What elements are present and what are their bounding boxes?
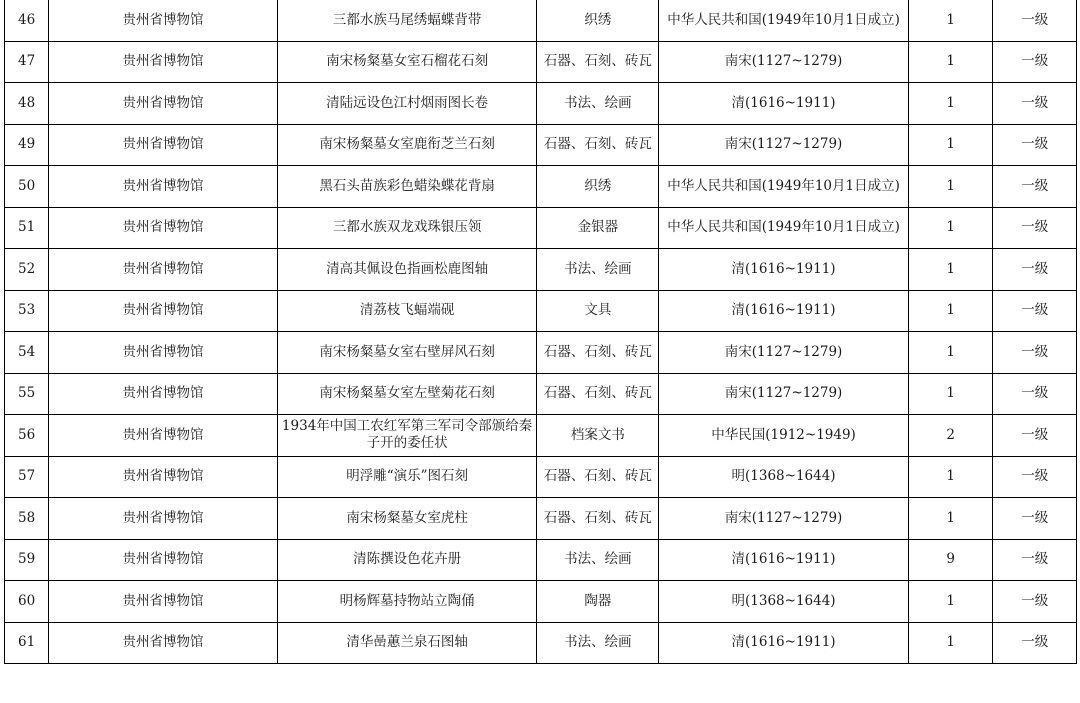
cell-number: 60 xyxy=(5,581,49,623)
table-row xyxy=(5,0,1077,41)
cell-category: 石器、石刻、砖瓦 xyxy=(537,124,659,166)
cell-relic-name: 明浮雕“演乐”图石刻 xyxy=(277,456,537,498)
table-row xyxy=(5,539,1077,581)
cell-institution: 贵州省博物馆 xyxy=(49,456,277,498)
cell-institution: 贵州省博物馆 xyxy=(49,373,277,415)
cell-quantity: 2 xyxy=(908,415,993,457)
cell-quantity: 1 xyxy=(908,83,993,125)
table-row xyxy=(5,124,1077,166)
cell-category: 石器、石刻、砖瓦 xyxy=(537,456,659,498)
cell-institution: 贵州省博物馆 xyxy=(49,498,277,540)
cell-era: 中华民国(1912~1949) xyxy=(659,415,909,457)
table-row xyxy=(5,83,1077,125)
cell-number: 56 xyxy=(5,415,49,457)
cell-relic-name: 清陈撰设色花卉册 xyxy=(277,539,537,581)
relics-table xyxy=(4,0,1077,664)
cell-era: 清(1616~1911) xyxy=(659,622,909,664)
cell-era: 清(1616~1911) xyxy=(659,539,909,581)
cell-relic-name: 南宋杨粲墓女室右壁屏风石刻 xyxy=(277,332,537,374)
cell-relic-name: 黑石头苗族彩色蜡染蝶花背扇 xyxy=(277,166,537,208)
cell-grade: 一级 xyxy=(993,332,1077,374)
cell-institution: 贵州省博物馆 xyxy=(49,581,277,623)
table-row xyxy=(5,581,1077,623)
cell-era: 中华人民共和国(1949年10月1日成立) xyxy=(659,166,909,208)
cell-quantity: 1 xyxy=(908,622,993,664)
cell-relic-name: 明杨辉墓持物站立陶俑 xyxy=(277,581,537,623)
cell-quantity: 1 xyxy=(908,456,993,498)
cell-number: 49 xyxy=(5,124,49,166)
cell-quantity: 1 xyxy=(908,207,993,249)
cell-grade: 一级 xyxy=(993,498,1077,540)
cell-institution: 贵州省博物馆 xyxy=(49,124,277,166)
cell-quantity: 1 xyxy=(908,581,993,623)
cell-era: 南宋(1127~1279) xyxy=(659,332,909,374)
cell-institution: 贵州省博物馆 xyxy=(49,83,277,125)
cell-number: 58 xyxy=(5,498,49,540)
cell-era: 中华人民共和国(1949年10月1日成立) xyxy=(659,0,909,41)
table-row xyxy=(5,622,1077,664)
cell-number: 53 xyxy=(5,290,49,332)
cell-institution: 贵州省博物馆 xyxy=(49,249,277,291)
table-row xyxy=(5,498,1077,540)
cell-era: 明(1368~1644) xyxy=(659,456,909,498)
cell-category: 石器、石刻、砖瓦 xyxy=(537,332,659,374)
cell-institution: 贵州省博物馆 xyxy=(49,207,277,249)
cell-relic-name: 南宋杨粲墓女室鹿衔芝兰石刻 xyxy=(277,124,537,166)
cell-category: 书法、绘画 xyxy=(537,622,659,664)
cell-era: 中华人民共和国(1949年10月1日成立) xyxy=(659,207,909,249)
cell-category: 档案文书 xyxy=(537,415,659,457)
cell-relic-name: 三都水族双龙戏珠银压领 xyxy=(277,207,537,249)
cell-era: 清(1616~1911) xyxy=(659,290,909,332)
cell-relic-name: 清荔枝飞蝠端砚 xyxy=(277,290,537,332)
table-row xyxy=(5,456,1077,498)
cell-category: 陶器 xyxy=(537,581,659,623)
cell-grade: 一级 xyxy=(993,249,1077,291)
cell-era: 南宋(1127~1279) xyxy=(659,41,909,83)
cell-grade: 一级 xyxy=(993,290,1077,332)
cell-number: 46 xyxy=(5,0,49,41)
cell-institution: 贵州省博物馆 xyxy=(49,0,277,41)
cell-number: 48 xyxy=(5,83,49,125)
cell-institution: 贵州省博物馆 xyxy=(49,166,277,208)
cell-grade: 一级 xyxy=(993,83,1077,125)
cell-grade: 一级 xyxy=(993,415,1077,457)
cell-era: 清(1616~1911) xyxy=(659,249,909,291)
cell-number: 54 xyxy=(5,332,49,374)
cell-quantity: 1 xyxy=(908,498,993,540)
cell-number: 55 xyxy=(5,373,49,415)
cell-era: 南宋(1127~1279) xyxy=(659,373,909,415)
table-row xyxy=(5,415,1077,457)
cell-grade: 一级 xyxy=(993,0,1077,41)
cell-institution: 贵州省博物馆 xyxy=(49,290,277,332)
table-row xyxy=(5,290,1077,332)
table-body xyxy=(5,0,1077,664)
cell-grade: 一级 xyxy=(993,124,1077,166)
cell-quantity: 1 xyxy=(908,373,993,415)
cell-grade: 一级 xyxy=(993,581,1077,623)
cell-quantity: 9 xyxy=(908,539,993,581)
cell-quantity: 1 xyxy=(908,249,993,291)
cell-category: 石器、石刻、砖瓦 xyxy=(537,41,659,83)
cell-category: 金银器 xyxy=(537,207,659,249)
cell-relic-name: 清高其佩设色指画松鹿图轴 xyxy=(277,249,537,291)
cell-quantity: 1 xyxy=(908,332,993,374)
cell-category: 织绣 xyxy=(537,0,659,41)
cell-grade: 一级 xyxy=(993,622,1077,664)
cell-era: 明(1368~1644) xyxy=(659,581,909,623)
cell-number: 47 xyxy=(5,41,49,83)
cell-quantity: 1 xyxy=(908,166,993,208)
cell-era: 南宋(1127~1279) xyxy=(659,124,909,166)
cell-category: 文具 xyxy=(537,290,659,332)
cell-institution: 贵州省博物馆 xyxy=(49,622,277,664)
cell-relic-name: 南宋杨粲墓女室左壁菊花石刻 xyxy=(277,373,537,415)
cell-number: 51 xyxy=(5,207,49,249)
cell-category: 书法、绘画 xyxy=(537,249,659,291)
cell-era: 南宋(1127~1279) xyxy=(659,498,909,540)
cell-grade: 一级 xyxy=(993,539,1077,581)
cell-relic-name: 三都水族马尾绣蝠蝶背带 xyxy=(277,0,537,41)
cell-category: 石器、石刻、砖瓦 xyxy=(537,498,659,540)
cell-grade: 一级 xyxy=(993,456,1077,498)
cell-institution: 贵州省博物馆 xyxy=(49,332,277,374)
table-row xyxy=(5,249,1077,291)
cell-number: 61 xyxy=(5,622,49,664)
cell-relic-name: 1934年中国工农红军第三军司令部颁给秦子开的委任状 xyxy=(277,415,537,457)
cell-relic-name: 清华喦蕙兰泉石图轴 xyxy=(277,622,537,664)
cell-grade: 一级 xyxy=(993,41,1077,83)
cell-number: 59 xyxy=(5,539,49,581)
cell-relic-name: 南宋杨粲墓女室石榴花石刻 xyxy=(277,41,537,83)
table-row xyxy=(5,373,1077,415)
cell-grade: 一级 xyxy=(993,207,1077,249)
table-row xyxy=(5,166,1077,208)
cell-quantity: 1 xyxy=(908,0,993,41)
cell-category: 石器、石刻、砖瓦 xyxy=(537,373,659,415)
cell-category: 织绣 xyxy=(537,166,659,208)
cell-relic-name: 清陆远设色江村烟雨图长卷 xyxy=(277,83,537,125)
cell-grade: 一级 xyxy=(993,166,1077,208)
table-row xyxy=(5,332,1077,374)
cell-quantity: 1 xyxy=(908,124,993,166)
cell-number: 52 xyxy=(5,249,49,291)
cell-institution: 贵州省博物馆 xyxy=(49,415,277,457)
table-row xyxy=(5,207,1077,249)
cell-category: 书法、绘画 xyxy=(537,539,659,581)
cell-number: 50 xyxy=(5,166,49,208)
cell-quantity: 1 xyxy=(908,290,993,332)
cell-grade: 一级 xyxy=(993,373,1077,415)
table-row xyxy=(5,41,1077,83)
cell-quantity: 1 xyxy=(908,41,993,83)
cell-number: 57 xyxy=(5,456,49,498)
cell-institution: 贵州省博物馆 xyxy=(49,539,277,581)
cell-era: 清(1616~1911) xyxy=(659,83,909,125)
cell-relic-name: 南宋杨粲墓女室虎柱 xyxy=(277,498,537,540)
cell-category: 书法、绘画 xyxy=(537,83,659,125)
cell-institution: 贵州省博物馆 xyxy=(49,41,277,83)
